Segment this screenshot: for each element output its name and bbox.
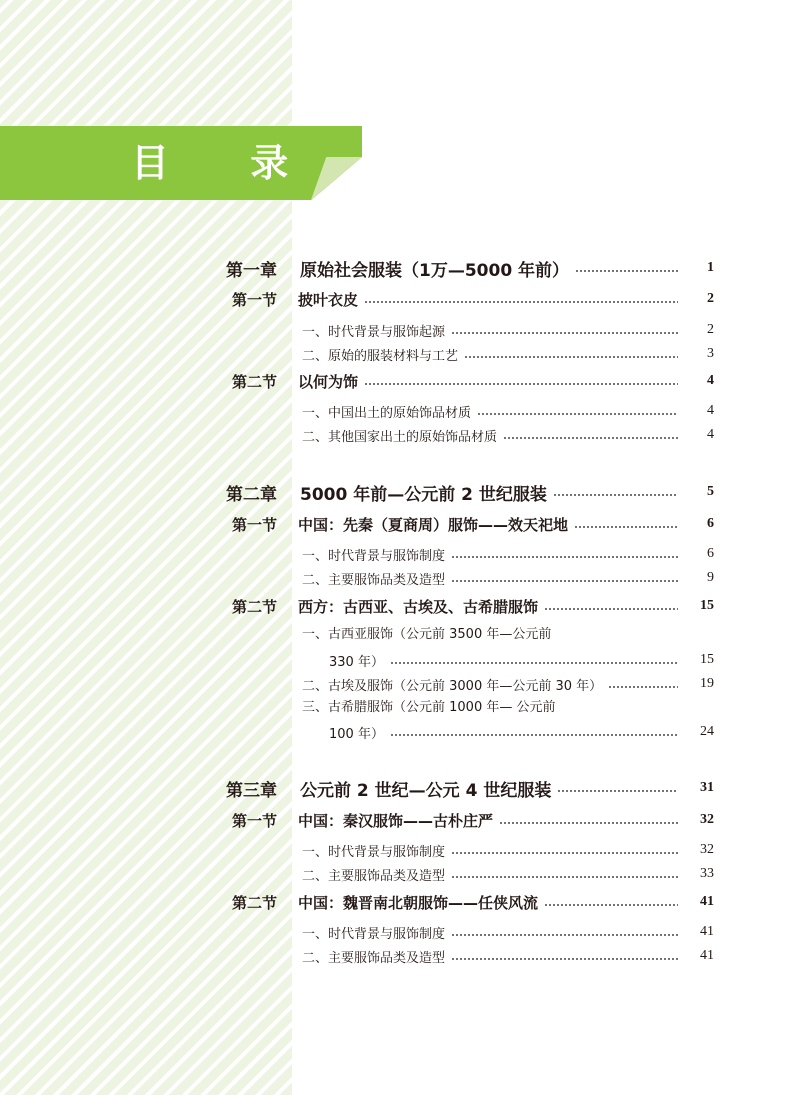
toc-chapter-1[interactable] <box>226 256 714 280</box>
dot-leader <box>364 301 678 303</box>
item-title: 330 年） <box>329 654 384 670</box>
dot-leader <box>451 934 678 936</box>
toc-section[interactable] <box>232 890 714 914</box>
page-number: 32 <box>700 812 714 827</box>
page-number: 9 <box>707 570 714 585</box>
chapter-label: 第二章 <box>226 484 277 504</box>
page-number: 32 <box>700 842 714 857</box>
chapter-label: 第三章 <box>226 780 277 800</box>
dot-leader <box>575 270 678 272</box>
section-label: 第一节 <box>232 515 278 534</box>
toc-item[interactable] <box>302 920 714 944</box>
page-title: 目 录 <box>131 141 323 185</box>
chapter-label: 第一章 <box>226 260 277 280</box>
dot-leader <box>574 526 678 528</box>
dot-leader <box>503 437 678 439</box>
page-number: 41 <box>700 948 714 963</box>
toc-item[interactable] <box>302 423 714 447</box>
toc-chapter-2[interactable] <box>226 480 714 504</box>
toc-item[interactable] <box>302 342 714 366</box>
page-number: 15 <box>700 652 714 667</box>
toc-item[interactable] <box>302 399 714 423</box>
page-number: 19 <box>700 676 714 691</box>
toc-chapter-3[interactable] <box>226 776 714 800</box>
dot-leader <box>451 332 678 334</box>
item-title: 二、其他国家出土的原始饰品材质 <box>302 429 498 445</box>
item-title: 二、原始的服装材料与工艺 <box>302 348 459 364</box>
dot-leader <box>499 822 678 824</box>
dot-leader <box>451 580 678 582</box>
page-number: 5 <box>707 484 714 499</box>
dot-leader <box>477 413 678 415</box>
section-title: 西方：古西亚、古埃及、古希腊服饰 <box>298 597 539 616</box>
item-title: 一、中国出土的原始饰品材质 <box>302 405 472 421</box>
section-label: 第二节 <box>232 597 278 616</box>
toc-item[interactable] <box>302 862 714 886</box>
dot-leader <box>557 790 678 792</box>
toc-section[interactable] <box>232 594 714 618</box>
dot-leader <box>464 356 678 358</box>
toc-item[interactable] <box>302 672 714 696</box>
dot-leader <box>451 852 678 854</box>
dot-leader <box>364 383 678 385</box>
dot-leader <box>451 876 678 878</box>
page-number: 4 <box>707 403 714 418</box>
page-number: 4 <box>707 373 714 388</box>
page-number: 6 <box>707 546 714 561</box>
toc-item-first-line[interactable]: 一、古西亚服饰（公元前 3500 年—公元前 <box>302 627 552 642</box>
item-title: 二、古埃及服饰（公元前 3000 年—公元前 30 年） <box>302 678 603 694</box>
page-number: 33 <box>700 866 714 881</box>
item-title: 一、时代背景与服饰制度 <box>302 548 446 564</box>
dot-leader <box>451 556 678 558</box>
toc-item[interactable] <box>302 542 714 566</box>
section-title: 披叶衣皮 <box>298 290 359 309</box>
item-title: 二、主要服饰品类及造型 <box>302 950 446 966</box>
toc-item[interactable] <box>302 838 714 862</box>
toc-item[interactable] <box>302 318 714 342</box>
section-title: 中国：秦汉服饰——古朴庄严 <box>298 811 494 830</box>
toc-item[interactable] <box>302 720 714 744</box>
dot-leader <box>608 686 678 688</box>
toc-section[interactable] <box>232 512 714 536</box>
item-title: 一、时代背景与服饰起源 <box>302 324 446 340</box>
page-number: 15 <box>700 598 714 613</box>
chapter-title: 公元前 2 世纪—公元 4 世纪服装 <box>300 780 552 800</box>
dot-leader <box>390 662 678 664</box>
toc-item-first-line[interactable]: 三、古希腊服饰（公元前 1000 年— 公元前 <box>302 700 556 715</box>
toc-section[interactable] <box>232 808 714 832</box>
toc-section[interactable] <box>232 287 714 311</box>
dot-leader <box>553 494 678 496</box>
page-number: 4 <box>707 427 714 442</box>
dot-leader <box>451 958 678 960</box>
section-title: 中国：先秦（夏商周）服饰——效天祀地 <box>298 515 569 534</box>
section-label: 第二节 <box>232 893 278 912</box>
page-number: 2 <box>707 291 714 306</box>
item-title: 一、时代背景与服饰制度 <box>302 926 446 942</box>
item-title: 二、主要服饰品类及造型 <box>302 572 446 588</box>
page-number: 41 <box>700 894 714 909</box>
page-number: 24 <box>700 724 714 739</box>
item-title: 二、主要服饰品类及造型 <box>302 868 446 884</box>
page-number: 3 <box>707 346 714 361</box>
item-title: 一、时代背景与服饰制度 <box>302 844 446 860</box>
toc-item[interactable] <box>302 566 714 590</box>
toc-item[interactable] <box>302 648 714 672</box>
toc-item[interactable] <box>302 944 714 968</box>
page-number: 31 <box>700 780 714 795</box>
page-number: 6 <box>707 516 714 531</box>
section-title: 中国：魏晋南北朝服饰——任侠风流 <box>298 893 539 912</box>
section-label: 第一节 <box>232 290 278 309</box>
section-label: 第二节 <box>232 372 278 391</box>
chapter-title: 5000 年前—公元前 2 世纪服装 <box>300 484 547 504</box>
page-number: 1 <box>707 260 714 275</box>
page-number: 2 <box>707 322 714 337</box>
dot-leader <box>390 734 678 736</box>
chapter-title: 原始社会服装（1万—5000 年前） <box>300 260 570 280</box>
dot-leader <box>544 608 678 610</box>
section-label: 第一节 <box>232 811 278 830</box>
item-title: 100 年） <box>329 726 384 742</box>
page-number: 41 <box>700 924 714 939</box>
section-title: 以何为饰 <box>298 372 359 391</box>
toc-section[interactable] <box>232 369 714 393</box>
dot-leader <box>544 904 678 906</box>
